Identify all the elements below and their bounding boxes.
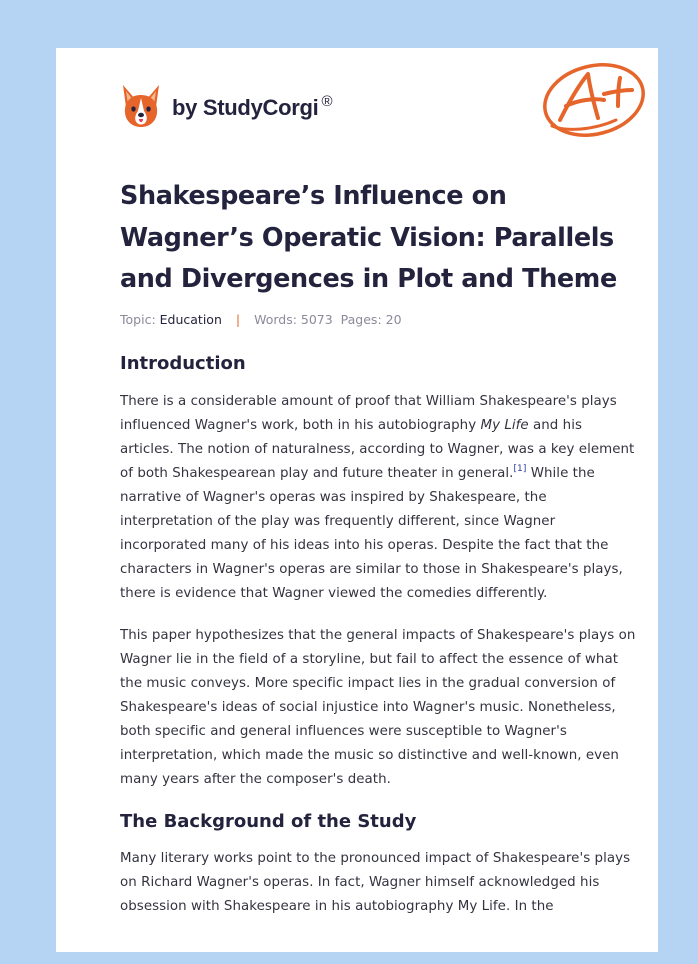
words-label: Words: [254,312,297,327]
section-heading-background: The Background of the Study [120,811,417,832]
paragraph: There is a considerable amount of proof that William Shakespeare's plays influenced Wagner's work, both in his autobiography My Life and his articles. The notion of naturalness, according to Wagner, was a key element of both Shakespearean play and future theater in general.[1] While the narrative of Wagner's operas was inspired by Shakespeare, the interpretation of the play was frequently different, since Wagner incorporated many of his ideas into his operas. Despite the fact that the characters in Wagner's operas are similar to those in Shakespeare's plays, there is evidence that Wagner viewed the comedies differently. [120,394,635,601]
document-meta [120,312,402,327]
document-card [56,48,658,952]
brand-header [120,76,332,136]
section-heading-introduction: Introduction [120,353,246,374]
pages-value: 20 [385,312,402,327]
footnote-link[interactable]: [1] [513,464,527,474]
topic-label: Topic: [120,312,156,327]
topic-value[interactable]: Education [159,312,222,327]
a-plus-grade-icon [538,60,648,140]
page-title: Shakespeare’s Influence on Wagner’s Operatic Vision: Parallels and Divergences in Plot and Theme [120,181,617,294]
pages-label: Pages: [340,312,382,327]
italic-book-title: My Life [480,418,529,433]
meta-separator: | [235,312,241,327]
words-value: 5073 [300,312,333,327]
corgi-logo-icon [120,83,162,129]
registered-mark: ® [321,93,333,110]
grade-text: A+ [538,60,540,61]
document-content [120,352,638,919]
paragraph: Many literary works point to the pronounced impact of Shakespeare's plays on Richard Wagner's operas. In fact, Wagner himself acknowledged his obsession with Shakespeare in his autobiography My Life. In the [120,851,631,914]
brand-name[interactable]: by StudyCorgi ® [172,93,333,120]
paragraph: This paper hypothesizes that the general impacts of Shakespeare's plays on Wagner lie in the field of a storyline, but fail to affect the essence of what the music conveys. More specific impact lies in the gradual conversion of Shakespeare's ideas of social injustice into Wagner's music. Nonetheless, both specific and general influences were susceptible to Wagner's interpretation, which made the music so distinctive and well-known, even many years after the composer's death. [120,628,636,787]
